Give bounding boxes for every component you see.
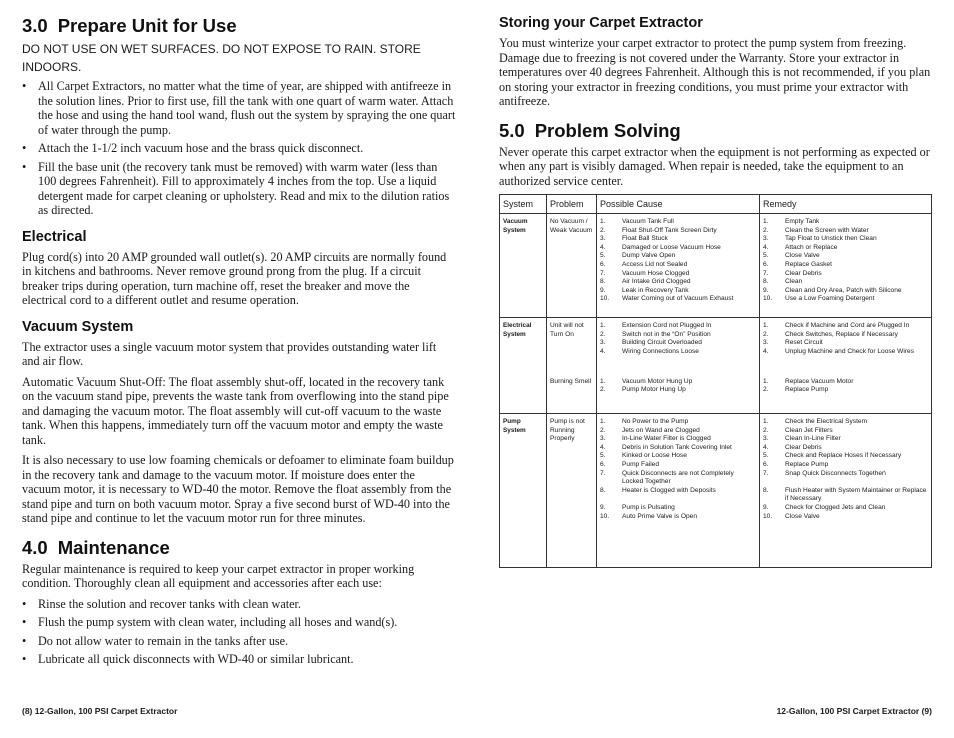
list-item: 2. Float Shut-Off Tank Screen Dirty [600,226,717,234]
list-item: 6. Access Lid not Sealed [600,260,688,268]
list-item: 7. Vacuum Hose Clogged [600,269,690,277]
cell-system: Pump System [500,414,547,568]
cell-remedy [760,214,932,318]
list-item: 9. Leak in Recovery Tank [600,286,689,294]
cell-possible-cause [597,318,760,374]
list-item: 2. Jets on Wand are Clogged [600,426,700,434]
list-item: 8. Flush Heater with System Maintainer or Replace if Necessary [763,486,927,503]
maintenance-bullets [22,597,456,667]
list-item [600,495,756,504]
electrical-heading: Electrical [22,228,87,245]
cell-problem: No Vacuum / Weak Vacuum [547,214,597,318]
maintenance-intro: Regular maintenance is required to keep your carpet extractor in proper working condition. Thoroughly clean all equipment and accessories after each use: [22,561,415,590]
list-item: 5. Check and Replace Hoses if Necessary [763,452,902,460]
cell-possible-cause [597,414,760,568]
list-item: • Fill the base unit (the recovery tank must be removed) with warm water (less than 100 degrees Fahrenheit). Fill to approximately 4 inches from the top. Use a liquid detergent made for carpet cleaning or upholstery. Read and mix to the dilution ratios as directed. [22,159,450,217]
cell-possible-cause [597,214,760,318]
list-item: 1. No Power to the Pump [600,418,689,425]
table-row [500,318,932,374]
cell-remedy [760,374,932,414]
list-item: 1. Check if Machine and Cord are Plugged In [763,322,910,329]
list-item: 3. In-Line Water Filter is Clogged [600,435,711,443]
table-row [500,414,932,568]
list-item: 2. Check Switches, Replace if Necessary [763,330,898,338]
list-item: 2. Clean Jet Filters [763,426,833,434]
list-item: • Do not allow water to remain in the tanks after use. [22,633,289,648]
list-item: 1. Extension Cord not Plugged In [600,322,712,329]
section-3-bullets [22,79,456,218]
list-item: • Flush the pump system with clean water, including all hoses and wand(s). [22,615,398,629]
list-item: 5. Kinked or Loose Hose [600,452,687,460]
list-item: 2. Pump Motor Hung Up [600,386,686,394]
list-item: 9. Clean and Dry Area, Patch with Silicone [763,286,902,294]
list-item: • Lubricate all quick disconnects with WD-40 or similar lubricant. [22,652,354,666]
col-header-system: System [500,195,547,214]
vacuum-body-2: Automatic Vacuum Shut-Off: The float assembly shut-off, located in the recovery tank on the vacuum stand pipe, prevents the waste tank from overflowing into the stand pipe and damaging the vacuum motor. The float assembly will cut-off vacuum to the waste tank. When this happens, immediately turn off the vacuum motor and empty the waste tank. [22,374,449,447]
right-page [499,14,932,568]
list-item: 4. Damaged or Loose Vacuum Hose [600,243,721,251]
list-item: 3. Float Ball Stuck [600,235,668,243]
list-item: 1. Empty Tank [763,218,820,225]
list-item: 8. Air Intake Grid Clogged [600,278,691,286]
vacuum-body-3: It is also necessary to use low foaming chemicals or defoamer to eliminate foam buildup in the recovery tank and damage to the vacuum motor. If moisture does enter the vacuum motor, it is necessary to WD-40 the motor. Remove the float assembly from the stand pipe and turn on both vacuum motor. Spray a five second burst of WD-40 into the stand pipe and continue to let the vacuum motor run for three minutes. [22,453,454,525]
list-item: 9. Pump is Pulsating [600,503,675,511]
vacuum-body-1: The extractor uses a single vacuum motor system that provides outstanding water lift and air flow. [22,339,437,368]
list-item: 1. Vacuum Motor Hung Up [600,377,693,385]
col-header-problem: Problem [547,195,597,214]
list-item: 3. Reset Circuit [763,339,823,347]
cell-problem: Pump is not Running Properly [547,414,597,568]
list-item: 6. Pump Failed [600,460,660,468]
list-item: 10. Auto Prime Valve is Open [600,512,698,520]
list-item: 6. Replace Pump [763,460,829,468]
list-item: 7. Quick Disconnects are not Completely Locked Together [600,469,734,486]
storing-heading: Storing your Carpet Extractor [499,15,703,31]
list-item: 5. Dump Valve Open [600,252,676,260]
list-item: 4. Clear Debris [763,443,822,451]
list-item: 7. Snap Quick Disconnects Together\ [763,469,887,477]
cell-remedy [760,318,932,374]
list-item [763,478,928,487]
cell-remedy [760,414,932,568]
cell-problem: Burning Smell [547,374,597,414]
cell-system: Electrical System [500,318,547,374]
list-item: 8. Heater is Clogged with Deposits [600,486,716,494]
cell-system: Vacuum System [500,214,547,318]
footer-right: 12-Gallon, 100 PSI Carpet Extractor (9) [776,706,932,716]
section-4-heading: 4.0 Maintenance [22,536,170,558]
list-item: 2. Replace Pump [763,386,829,394]
table-body [500,214,932,568]
problem-solving-table [499,194,932,568]
cell-possible-cause [597,374,760,414]
table-header-row [500,195,932,214]
list-item: 7. Clear Debris [763,269,822,277]
list-item: 4. Attach or Replace [763,243,838,251]
list-item: 5. Close Valve [763,252,820,260]
list-item: 2. Clean the Screen with Water [763,226,869,234]
cell-problem: Unit will not Turn On [547,318,597,374]
list-item: • Attach the 1-1/2 inch vacuum hose and the brass quick disconnect. [22,141,364,155]
section-5-heading: 5.0 Problem Solving [499,119,681,141]
table-row [500,374,932,414]
list-item: • All Carpet Extractors, no matter what the time of year, are shipped with antifreeze in the solution lines. Prior to first use, fill the tank with one quart of warm water. Attach the hose and using the hand tool wand, flush out the system by spraying the one quart of water through the pump. [22,79,456,137]
list-item: 2. Switch not in the “On” Position [600,330,711,338]
problem-solving-body: Never operate this carpet extractor when the equipment is not performing as expected or when any part is visibly damaged. When repair is needed, take the equipment to an authorized service center. [499,144,930,188]
list-item: 10. Use a Low Foaming Detergent [763,295,875,303]
cell-system [500,374,547,414]
electrical-body: Plug cord(s) into 20 AMP grounded wall outlet(s). 20 AMP circuits are normally found in kitchens and bathrooms. Never remove ground prong from the plug. If a circuit breaker trips during operation, turn machine off, reset the breaker and move the electrical cord to a different outlet and resume operation. [22,249,447,307]
list-item: 3. Clean In-Line Filter [763,435,841,443]
list-item: 3. Tap Float to Unstick then Clean [763,235,877,243]
list-item: 8. Clean [763,278,803,286]
col-header-remedy: Remedy [760,195,932,214]
list-item: 10. Water Coming out of Vacuum Exhaust [600,295,734,303]
col-header-possible-cause: Possible Cause [597,195,760,214]
storing-body: You must winterize your carpet extractor to protect the pump system from freezing. Damage due to freezing is not covered under the Warranty. Store your extractor in temperatures over 40 degrees Fahrenheit. Although this is not recommended, if you plan on storing your extractor in freezing conditions, you must prime your extractor with antifreeze. [499,36,931,108]
list-item: 3. Building Circuit Overloaded [600,339,702,347]
list-item: 4. Unplug Machine and Check for Loose Wires [763,347,915,355]
list-item: 1. Replace Vacuum Motor [763,377,854,385]
section-3-heading: 3.0 Prepare Unit for Use [22,15,237,36]
left-page [22,14,456,673]
list-item: 1. Check the Electrical System [763,418,868,425]
list-item: 4. Debris in Solution Tank Covering Inlet [600,443,732,451]
footer-left: (8) 12-Gallon, 100 PSI Carpet Extractor [22,706,178,716]
list-item: 9. Check for Clogged Jets and Clean [763,503,886,511]
list-item: 4. Wiring Connections Loose [600,347,699,355]
list-item: 6. Replace Gasket [763,260,832,268]
list-item: 1. Vacuum Tank Full [600,218,674,225]
list-item: 10. Close Valve [763,512,820,520]
warning-caps: DO NOT USE ON WET SURFACES. DO NOT EXPOSE TO RAIN. STORE INDOORS. [22,42,421,74]
vacuum-system-heading: Vacuum System [22,318,134,335]
table-row [500,214,932,318]
list-item: • Rinse the solution and recover tanks with clean water. [22,596,301,611]
